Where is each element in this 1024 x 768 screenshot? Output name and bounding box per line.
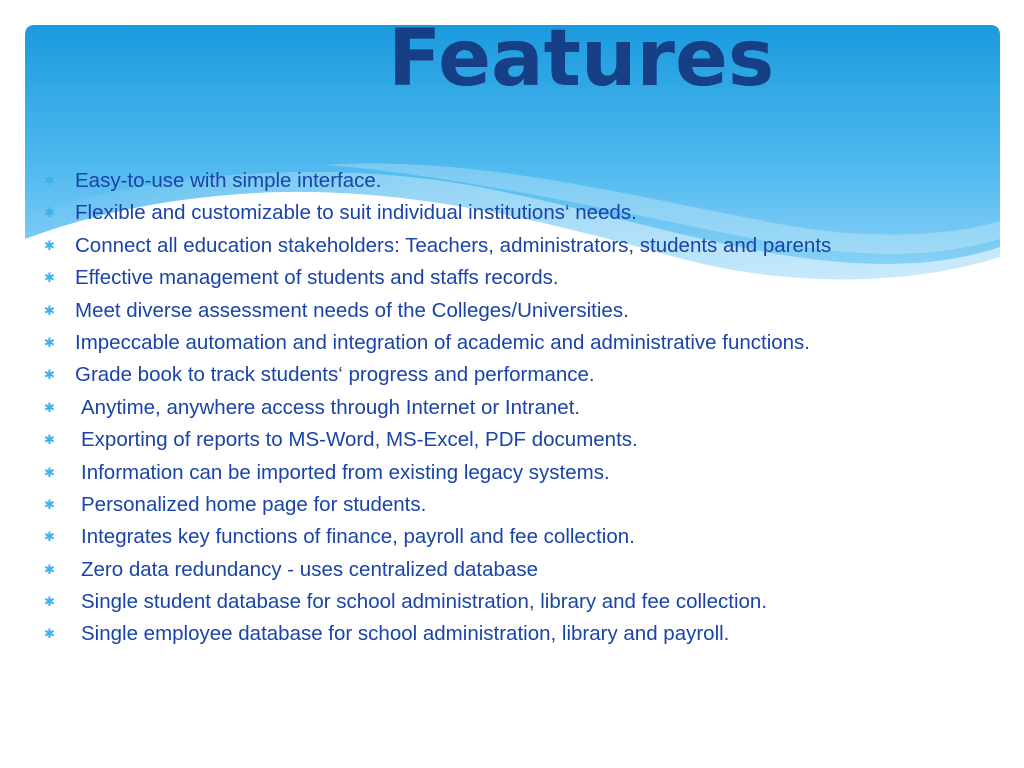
asterisk-bullet-icon: ✱ bbox=[44, 561, 55, 577]
feature-list-item bbox=[44, 330, 994, 356]
feature-list-item bbox=[44, 298, 994, 324]
asterisk-bullet-icon: ✱ bbox=[44, 334, 55, 350]
asterisk-bullet-icon: ✱ bbox=[44, 367, 55, 383]
feature-list-item bbox=[44, 557, 994, 583]
feature-text: Zero data redundancy - uses centralized database bbox=[81, 557, 538, 581]
feature-text: Integrates key functions of finance, payroll and fee collection. bbox=[81, 525, 635, 549]
feature-list-item bbox=[44, 200, 994, 226]
feature-text: Anytime, anywhere access through Internet or Intranet. bbox=[81, 395, 581, 419]
asterisk-bullet-icon: ✱ bbox=[44, 529, 55, 545]
feature-text: Connect all education stakeholders: Teachers, administrators, students and parents bbox=[75, 233, 832, 257]
feature-list-item bbox=[44, 265, 994, 291]
asterisk-bullet-icon: ✱ bbox=[44, 205, 55, 221]
feature-list-item bbox=[44, 492, 994, 518]
feature-text: Personalized home page for students. bbox=[81, 492, 427, 516]
feature-list-item bbox=[44, 362, 994, 388]
feature-list bbox=[44, 168, 994, 654]
feature-text: Single employee database for school administration, library and payroll. bbox=[81, 622, 730, 646]
feature-text: Exporting of reports to MS-Word, MS-Excel, PDF documents. bbox=[81, 428, 638, 452]
feature-list-item bbox=[44, 460, 994, 486]
feature-list-item bbox=[44, 427, 994, 453]
asterisk-bullet-icon: ✱ bbox=[44, 432, 55, 448]
feature-text: Information can be imported from existing legacy systems. bbox=[81, 460, 610, 484]
asterisk-bullet-icon: ✱ bbox=[44, 237, 55, 253]
asterisk-bullet-icon: ✱ bbox=[44, 594, 55, 610]
feature-text: Flexible and customizable to suit individual institutions‘ needs. bbox=[75, 201, 637, 225]
feature-list-item bbox=[44, 233, 994, 259]
feature-text: Meet diverse assessment needs of the Colleges/Universities. bbox=[75, 298, 629, 322]
asterisk-bullet-icon: ✱ bbox=[44, 399, 55, 415]
feature-text: Impeccable automation and integration of academic and administrative functions. bbox=[75, 330, 811, 354]
feature-list-item bbox=[44, 524, 994, 550]
feature-list-item bbox=[44, 589, 994, 615]
asterisk-bullet-icon: ✱ bbox=[44, 270, 55, 286]
slide-title: Features bbox=[388, 14, 775, 104]
asterisk-bullet-icon: ✱ bbox=[44, 626, 55, 642]
feature-list-item bbox=[44, 395, 994, 421]
feature-list-item bbox=[44, 621, 994, 647]
feature-text: Effective management of students and staffs records. bbox=[75, 266, 559, 290]
asterisk-bullet-icon: ✱ bbox=[44, 496, 55, 512]
feature-list-item bbox=[44, 168, 994, 194]
asterisk-bullet-icon: ✱ bbox=[44, 173, 55, 188]
asterisk-bullet-icon: ✱ bbox=[44, 464, 55, 480]
feature-text: Single student database for school administration, library and fee collection. bbox=[81, 590, 768, 614]
feature-text: Easy-to-use with simple interface. bbox=[75, 169, 382, 192]
asterisk-bullet-icon: ✱ bbox=[44, 302, 55, 318]
feature-text: Grade book to track students‘ progress and performance. bbox=[75, 363, 595, 387]
